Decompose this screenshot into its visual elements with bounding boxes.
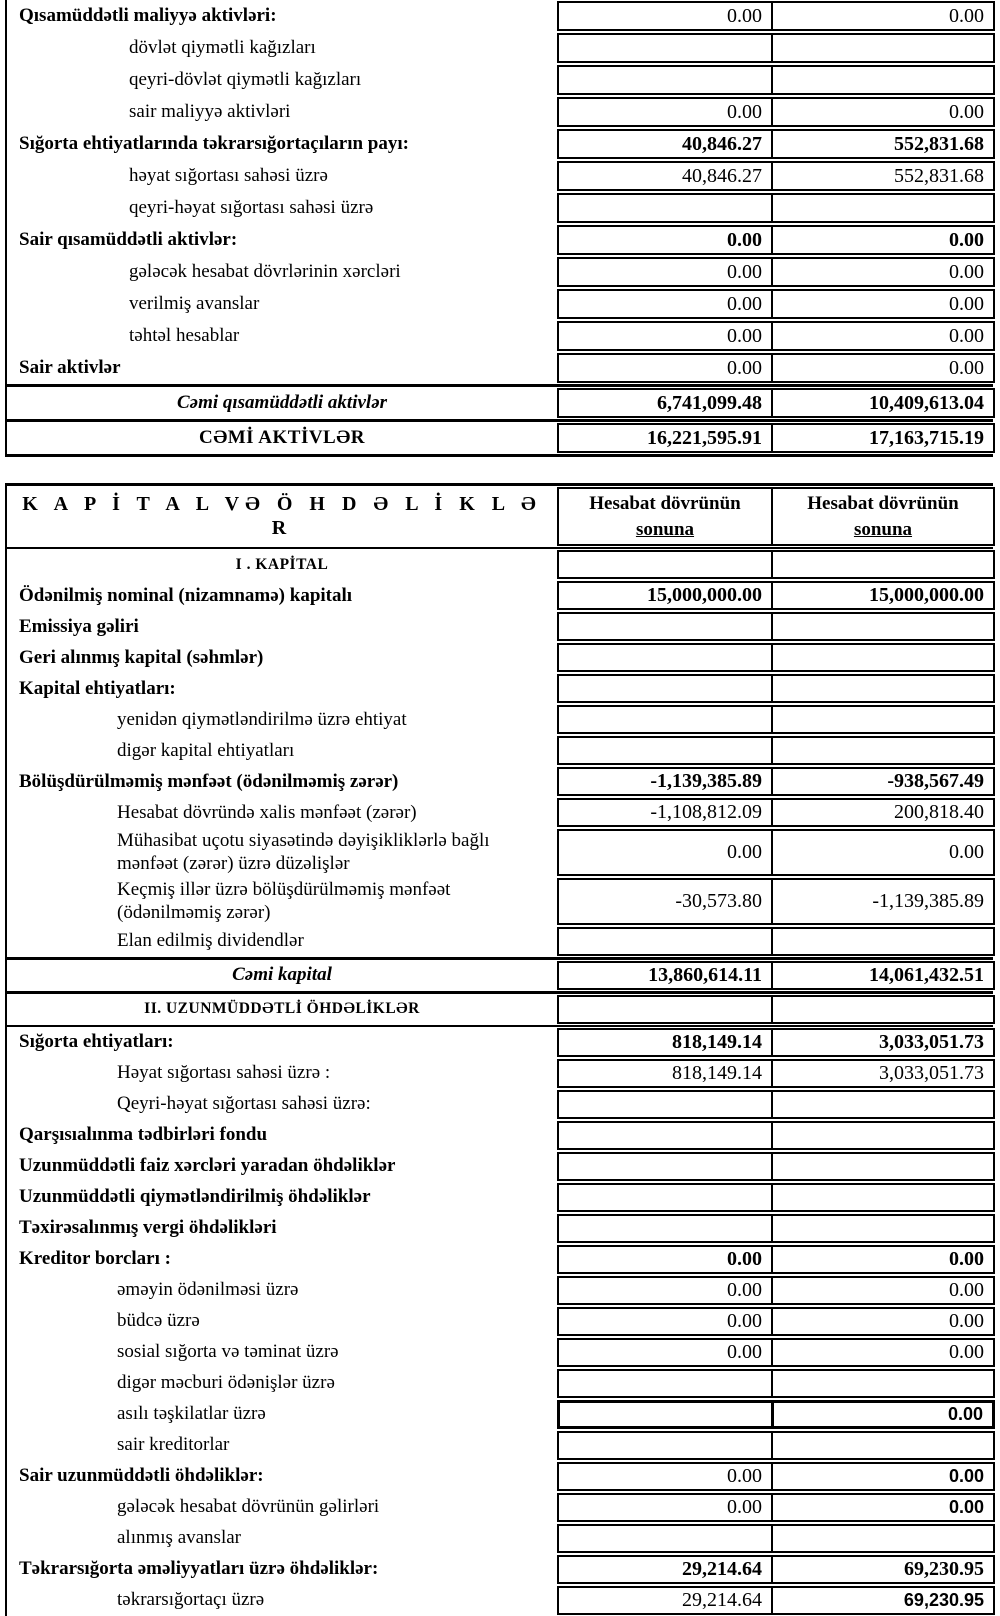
row-label: Sair qısamüddətli aktivlər: <box>19 228 238 250</box>
value-cell: 0.00 <box>771 257 995 287</box>
row-label: Uzunmüddətli faiz xərcləri yaradan öhdəliklər <box>19 1155 396 1177</box>
table-row <box>7 673 993 704</box>
value-cell <box>557 65 771 95</box>
value-cell: 0.00 <box>771 1400 995 1429</box>
table-row <box>7 877 993 926</box>
row-label: təhtəl hesablar <box>129 324 240 346</box>
row-label: həyat sığortası sahəsi üzrə <box>129 164 328 186</box>
table-row <box>7 1089 993 1120</box>
row-label: Qarşısıalınma tədbirləri fondu <box>19 1124 268 1146</box>
value-cell <box>771 705 995 734</box>
section-title: K A P İ T A L VƏ Ö H D Ə L İ K L Ə R <box>22 493 542 539</box>
value-cell: 818,149.14 <box>557 1028 771 1057</box>
value-cell: 0.00 <box>771 1307 995 1336</box>
table-row <box>7 642 993 673</box>
row-label: Cəmi qısamüddətli aktivlər <box>176 391 388 413</box>
table-row <box>7 1151 993 1182</box>
table-row <box>7 256 993 288</box>
capital-liabilities-table <box>5 483 993 1616</box>
row-label: qeyri-həyat sığortası sahəsi üzrə <box>129 196 374 218</box>
value-cell: 16,221,595.91 <box>557 423 771 453</box>
value-cell: 0.00 <box>771 225 995 255</box>
row-label: Qısamüddətli maliyyə aktivləri: <box>19 4 277 26</box>
value-cell <box>771 193 995 223</box>
value-cell: 0.00 <box>557 289 771 319</box>
value-cell: 17,163,715.19 <box>771 423 995 453</box>
value-cell <box>771 550 995 579</box>
row-label: Emissiya gəliri <box>19 615 139 637</box>
row-label: asılı təşkilatlar üzrə <box>117 1403 266 1425</box>
row-label: digər kapital ehtiyatları <box>117 739 295 761</box>
value-cell <box>771 995 995 1024</box>
value-cell: 10,409,613.04 <box>771 388 995 418</box>
value-cell <box>771 1524 995 1553</box>
value-cell: 0.00 <box>557 1 771 31</box>
table-row <box>7 735 993 766</box>
row-label: Mühasibat uçotu siyasətində dəyişikliklərlə bağlı mənfəət (zərər) üzrə düzəlişlər <box>117 830 490 874</box>
row-label: dövlət qiymətli kağızları <box>129 36 316 58</box>
value-cell <box>557 1369 771 1398</box>
value-cell: 0.00 <box>557 353 771 383</box>
row-label: Qeyri-həyat sığortası sahəsi üzrə: <box>117 1093 371 1115</box>
table-row <box>7 797 993 828</box>
row-label: yenidən qiymətləndirilmə üzrə ehtiyat <box>117 708 407 730</box>
value-cell <box>557 927 771 956</box>
value-cell: 0.00 <box>771 1 995 31</box>
value-cell <box>771 1214 995 1243</box>
value-cell <box>771 1121 995 1150</box>
value-cell: 0.00 <box>771 1276 995 1305</box>
table-row <box>7 0 993 32</box>
table-row <box>7 1213 993 1244</box>
table-row <box>7 1492 993 1523</box>
table-row <box>7 926 993 957</box>
row-label: Həyat sığortası sahəsi üzrə : <box>117 1062 331 1084</box>
value-cell: 15,000,000.00 <box>771 581 995 610</box>
table-row <box>7 384 993 419</box>
value-cell: 0.00 <box>771 1462 995 1491</box>
value-cell: -938,567.49 <box>771 767 995 796</box>
row-label: I . KAPİTAL <box>235 555 329 573</box>
value-cell <box>557 1152 771 1181</box>
value-cell: 13,860,614.11 <box>557 961 771 990</box>
capital-liabilities-title <box>7 486 557 547</box>
row-label: sosial sığorta və təminat üzrə <box>117 1341 339 1363</box>
row-label: CƏMİ AKTİVLƏR <box>198 426 365 448</box>
table-row <box>7 1399 993 1430</box>
value-cell <box>557 1121 771 1150</box>
value-cell: 0.00 <box>557 1493 771 1522</box>
table-row <box>7 957 993 991</box>
table-row <box>7 547 993 580</box>
value-cell: 0.00 <box>771 321 995 351</box>
row-label: təkrarsığortaçı üzrə <box>117 1589 265 1611</box>
row-label: Geri alınmış kapital (səhmlər) <box>19 646 264 668</box>
table-row <box>7 419 993 454</box>
row-label: Təxirəsalınmış vergi öhdəlikləri <box>19 1217 277 1239</box>
value-cell: 0.00 <box>771 1338 995 1367</box>
row-label: sair maliyyə aktivləri <box>129 100 291 122</box>
value-cell: -1,108,812.09 <box>557 798 771 827</box>
row-label: Keçmiş illər üzrə bölüşdürülməmiş mənfəət (ödənilməmiş zərər) <box>117 879 451 923</box>
table-row <box>7 580 993 611</box>
table-row <box>7 1368 993 1399</box>
value-cell <box>557 1183 771 1212</box>
table-row <box>7 1025 993 1058</box>
capital-liabilities-header-row <box>7 486 993 547</box>
value-cell: -30,573.80 <box>557 878 771 925</box>
row-label: Elan edilmiş dividendlər <box>117 930 304 952</box>
value-cell: 0.00 <box>557 1462 771 1491</box>
table-row <box>7 766 993 797</box>
row-label: II. UZUNMÜDDƏTLİ ÖHDƏLİKLƏR <box>144 1000 420 1018</box>
value-cell <box>557 33 771 63</box>
table-row <box>7 1306 993 1337</box>
value-cell: 552,831.68 <box>771 161 995 191</box>
value-cell: 15,000,000.00 <box>557 581 771 610</box>
value-cell: 0.00 <box>557 1245 771 1274</box>
value-cell: 29,214.64 <box>557 1555 771 1584</box>
row-label: sair kreditorlar <box>117 1434 230 1456</box>
table-row <box>7 991 993 1025</box>
value-cell: 0.00 <box>557 321 771 351</box>
row-label: əməyin ödənilməsi üzrə <box>117 1279 299 1301</box>
table-row <box>7 828 993 877</box>
value-cell: 0.00 <box>557 257 771 287</box>
value-cell <box>557 550 771 579</box>
value-cell <box>771 33 995 63</box>
value-cell <box>557 1090 771 1119</box>
row-label: alınmış avanslar <box>117 1527 241 1549</box>
table-row <box>7 160 993 192</box>
table-row <box>7 1058 993 1089</box>
value-cell <box>557 193 771 223</box>
value-cell <box>771 1431 995 1460</box>
table-row <box>7 1182 993 1213</box>
value-cell: 0.00 <box>557 1276 771 1305</box>
value-cell <box>557 1214 771 1243</box>
value-cell <box>557 705 771 734</box>
value-cell: 69,230.95 <box>771 1586 995 1615</box>
value-cell: 3,033,051.73 <box>771 1059 995 1088</box>
value-cell: -1,139,385.89 <box>771 878 995 925</box>
row-label: digər məcburi ödənişlər üzrə <box>117 1372 335 1394</box>
value-cell <box>771 643 995 672</box>
table-row <box>7 704 993 735</box>
row-label: Təkrarsığorta əməliyyatları üzrə öhdəliklər: <box>19 1558 379 1580</box>
table-row <box>7 192 993 224</box>
value-cell <box>771 1183 995 1212</box>
value-cell <box>557 1524 771 1553</box>
period-end-column-header-1: Hesabat dövrünün sonuna <box>557 487 771 546</box>
value-cell: 14,061,432.51 <box>771 961 995 990</box>
table-row <box>7 32 993 64</box>
value-cell: 0.00 <box>557 829 771 876</box>
table-row <box>7 1244 993 1275</box>
value-cell <box>557 736 771 765</box>
value-cell: 0.00 <box>771 97 995 127</box>
value-cell <box>771 1152 995 1181</box>
row-label: gələcək hesabat dövrlərinin xərcləri <box>129 260 401 282</box>
value-cell: 0.00 <box>557 1338 771 1367</box>
value-cell: 200,818.40 <box>771 798 995 827</box>
table-row <box>7 288 993 320</box>
table-row <box>7 1337 993 1368</box>
value-cell <box>771 612 995 641</box>
value-cell: 0.00 <box>771 1493 995 1522</box>
value-cell: 6,741,099.48 <box>557 388 771 418</box>
row-label: gələcək hesabat dövrünün gəlirləri <box>117 1496 380 1518</box>
value-cell: 0.00 <box>771 353 995 383</box>
row-label: Sair aktivlər <box>19 356 121 378</box>
value-cell: 552,831.68 <box>771 129 995 159</box>
row-label: Sığorta ehtiyatları: <box>19 1031 174 1053</box>
table-row <box>7 1461 993 1492</box>
value-cell <box>771 927 995 956</box>
value-cell <box>771 1090 995 1119</box>
table-row <box>7 1554 993 1585</box>
row-label: Sair uzunmüddətli öhdəliklər: <box>19 1465 264 1487</box>
table-row <box>7 320 993 352</box>
table-row <box>7 1585 993 1616</box>
value-cell <box>557 643 771 672</box>
row-label: Ödənilmiş nominal (nizamnamə) kapitalı <box>19 584 353 606</box>
table-row <box>7 611 993 642</box>
value-cell <box>557 674 771 703</box>
value-cell: 29,214.64 <box>557 1586 771 1615</box>
value-cell: 0.00 <box>771 1245 995 1274</box>
row-label: büdcə üzrə <box>117 1310 200 1332</box>
value-cell <box>771 1369 995 1398</box>
value-cell <box>557 1400 771 1429</box>
row-label: verilmiş avanslar <box>129 292 260 314</box>
assets-table <box>5 0 993 457</box>
value-cell <box>771 65 995 95</box>
row-label: Uzunmüddətli qiymətləndirilmiş öhdəliklər <box>19 1186 371 1208</box>
value-cell <box>557 995 771 1024</box>
value-cell: 40,846.27 <box>557 161 771 191</box>
table-row <box>7 352 993 384</box>
table-row <box>7 1275 993 1306</box>
value-cell: 69,230.95 <box>771 1555 995 1584</box>
value-cell: 40,846.27 <box>557 129 771 159</box>
value-cell: 0.00 <box>771 289 995 319</box>
table-row <box>7 1523 993 1554</box>
value-cell: 818,149.14 <box>557 1059 771 1088</box>
period-end-column-header-2: Hesabat dövrünün sonuna <box>771 487 995 546</box>
table-row <box>7 64 993 96</box>
value-cell: 0.00 <box>557 1307 771 1336</box>
row-label: Cəmi kapital <box>232 964 332 986</box>
row-label: Sığorta ehtiyatlarında təkrarsığortaçıların payı: <box>19 132 409 154</box>
value-cell <box>771 674 995 703</box>
row-label: Kapital ehtiyatları: <box>19 677 176 699</box>
table-row <box>7 1430 993 1461</box>
row-label: Bölüşdürülməmiş mənfəət (ödənilməmiş zərər) <box>19 770 399 792</box>
value-cell: 0.00 <box>771 829 995 876</box>
value-cell: -1,139,385.89 <box>557 767 771 796</box>
table-row <box>7 96 993 128</box>
table-row <box>7 128 993 160</box>
value-cell: 0.00 <box>557 97 771 127</box>
value-cell <box>771 736 995 765</box>
value-cell <box>557 612 771 641</box>
row-label: qeyri-dövlət qiymətli kağızları <box>129 68 362 90</box>
value-cell: 0.00 <box>557 225 771 255</box>
table-row <box>7 1120 993 1151</box>
row-label: Kreditor borcları : <box>19 1248 171 1270</box>
row-label: Hesabat dövründə xalis mənfəət (zərər) <box>117 801 417 823</box>
table-row <box>7 224 993 256</box>
value-cell <box>557 1431 771 1460</box>
value-cell: 3,033,051.73 <box>771 1028 995 1057</box>
